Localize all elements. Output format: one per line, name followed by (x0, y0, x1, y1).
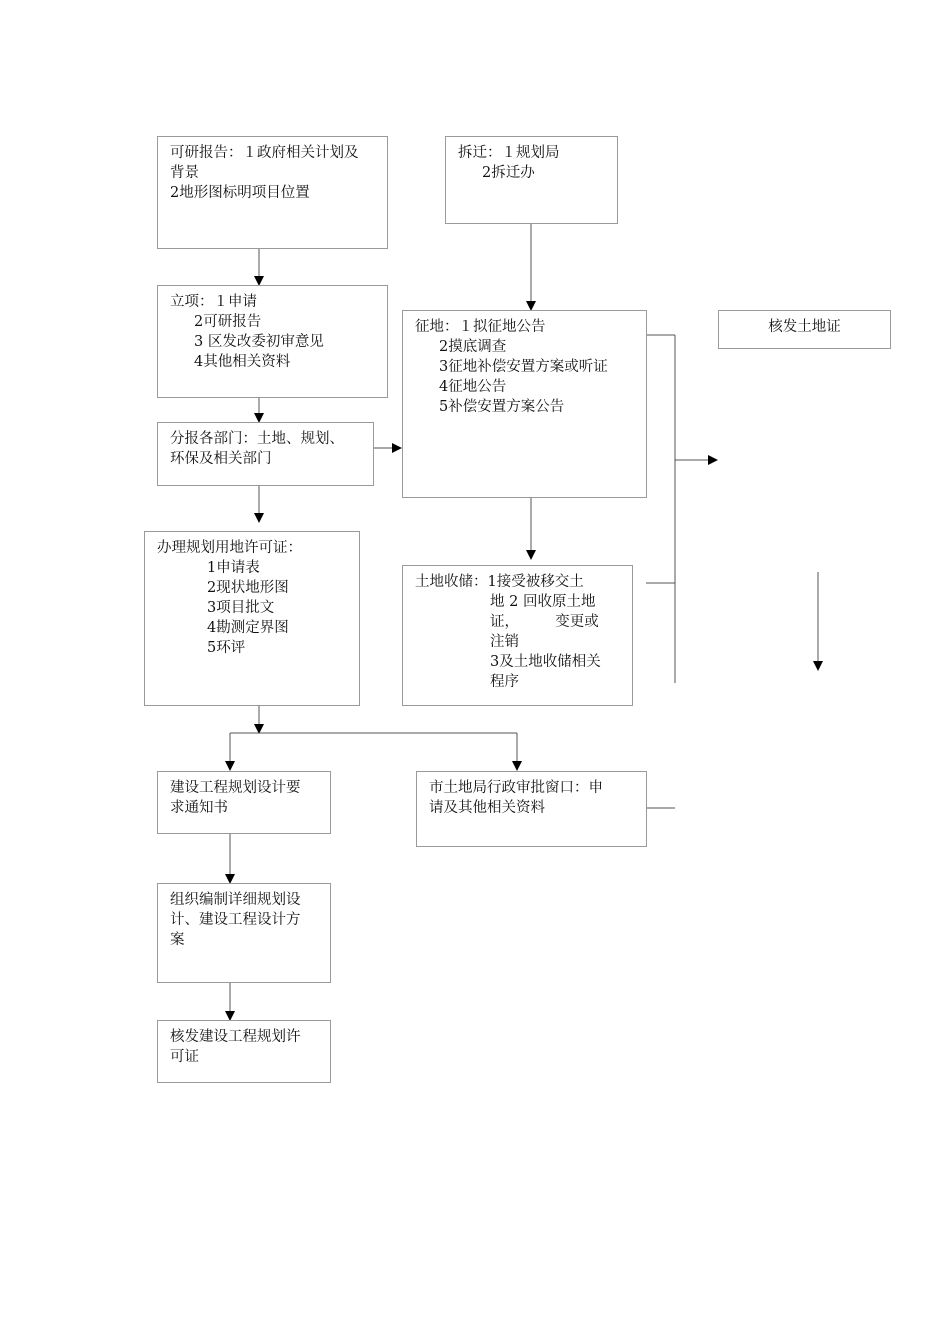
land-requisition-box (402, 310, 647, 498)
box-line: 程序 (490, 674, 519, 690)
box-line: 立项：１申请 (170, 294, 257, 310)
box-line: 2拆迁办 (482, 165, 535, 181)
box-line: 2摸底调查 (439, 339, 507, 355)
issue-land-certificate-box (718, 310, 891, 349)
land-use-permit-box (144, 531, 360, 706)
design-requirements-notice-box (157, 771, 331, 834)
feasibility-report-box (157, 136, 388, 249)
box-line: 市土地局行政审批窗口：申 (429, 780, 603, 796)
box-line: 证， 变更或 (490, 614, 599, 630)
box-line: 3征地补偿安置方案或听证 (439, 359, 608, 375)
box-line: 请及其他相关资料 (429, 800, 545, 816)
box-line: 5环评 (207, 640, 246, 656)
box-line: 计、建设工程设计方 (170, 912, 301, 928)
box-line: 办理规划用地许可证： (157, 540, 302, 556)
box-line: 分报各部门：土地、规划、 (170, 431, 344, 447)
box-line: 2可研报告 (194, 314, 262, 330)
land-bureau-window-box (416, 771, 647, 847)
demolition-box (445, 136, 618, 224)
box-line: 环保及相关部门 (170, 451, 272, 467)
box-line: 2现状地形图 (207, 580, 289, 596)
report-departments-box (157, 422, 374, 486)
box-line: 5补偿安置方案公告 (439, 399, 565, 415)
box-line: 地 2 回收原土地 (490, 594, 596, 610)
box-line: 4其他相关资料 (194, 354, 291, 370)
box-line: 征地：１拟征地公告 (415, 319, 546, 335)
box-line: 3项目批文 (207, 600, 275, 616)
box-line: 注销 (490, 634, 519, 650)
box-line: 案 (170, 932, 185, 948)
box-line: 3及土地收储相关 (490, 654, 601, 670)
box-line: 求通知书 (170, 800, 228, 816)
box-line: 拆迁：１规划局 (458, 145, 560, 161)
box-line: 核发土地证 (768, 319, 841, 335)
planning-permit-box (157, 1020, 331, 1083)
box-line: 组织编制详细规划设 (170, 892, 301, 908)
box-line: 建设工程规划设计要 (170, 780, 301, 796)
organize-detailed-design-box (157, 883, 331, 983)
box-line: 3 区发改委初审意见 (194, 334, 324, 350)
project-approval-box (157, 285, 388, 398)
land-storage-box (402, 565, 633, 706)
box-line: 4征地公告 (439, 379, 507, 395)
box-line: 4勘测定界图 (207, 620, 289, 636)
box-line: 2地形图标明项目位置 (170, 185, 310, 201)
box-line: 核发建设工程规划许 (170, 1029, 301, 1045)
box-line: 可研报告：１政府相关计划及 (170, 145, 359, 161)
box-line: 土地收储：1接受被移交土 (415, 574, 584, 590)
box-line: 1申请表 (207, 560, 260, 576)
box-line: 背景 (170, 165, 199, 181)
box-line: 可证 (170, 1049, 199, 1065)
